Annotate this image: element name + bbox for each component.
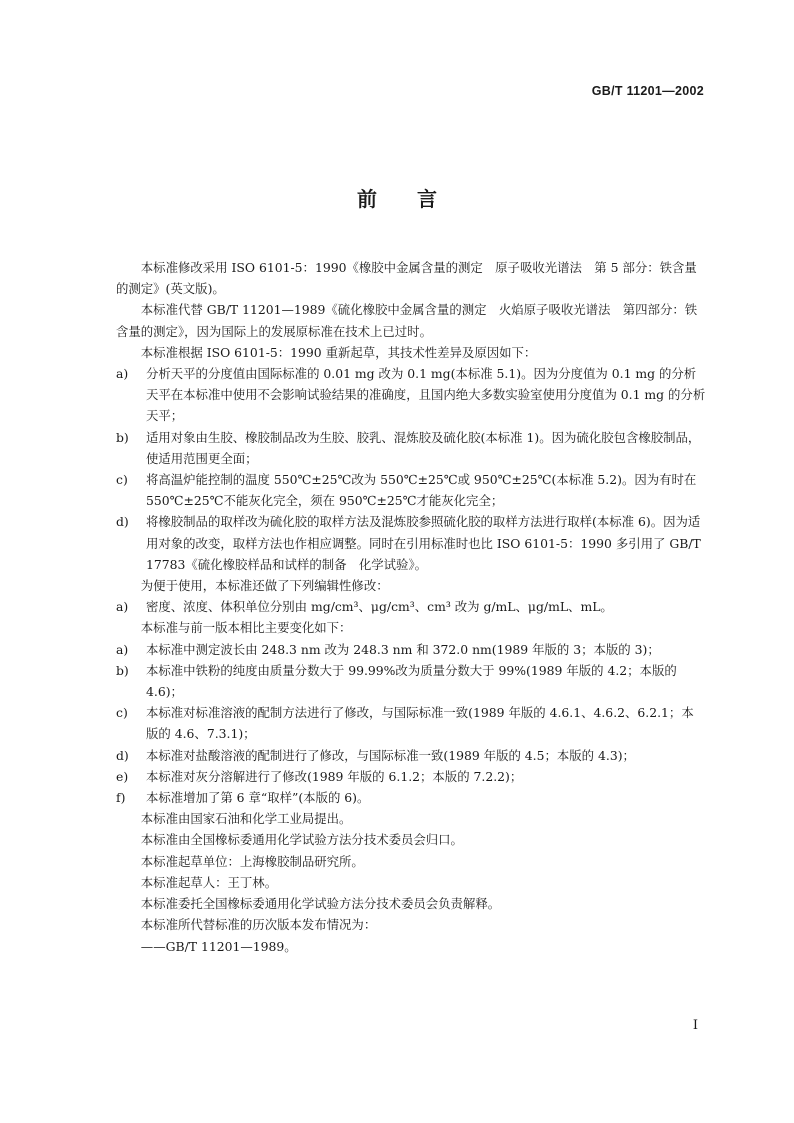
item-text: 本标准增加了第 6 章“取样”(本版的 6)。 <box>146 790 370 806</box>
item-label: c) <box>116 705 128 721</box>
history-line: ——GB/T 11201—1989。 <box>140 938 297 954</box>
item-text: 本标准对标准溶液的配制方法进行了修改，与国际标准一致(1989 年版的 4.6.1、4.6.2、6.2.1；本版的 4.6、7.3.1)； <box>146 705 694 742</box>
item-label: d) <box>116 747 129 763</box>
item-label: a) <box>116 366 129 382</box>
list-item <box>116 766 706 787</box>
item-label: b) <box>116 662 129 678</box>
list-item <box>116 745 706 766</box>
list-item <box>116 787 706 808</box>
item-text: 本标准对灰分溶解进行了修改(1989 年版的 6.1.2；本版的 7.2.2)； <box>146 768 523 784</box>
paragraph-administrator: 本标准由全国橡标委通用化学试验方法分技术委员会归口。 <box>140 832 463 848</box>
list-item <box>116 363 706 427</box>
item-text: 本标准中铁粉的纯度由质量分数大于 99.99%改为质量分数大于 99%(1989 年版的 4.2；本版的 4.6)； <box>146 662 677 700</box>
tech-differences-list <box>116 363 706 575</box>
list-item <box>116 427 706 469</box>
list-item <box>116 702 706 744</box>
paragraph-adoption: 本标准修改采用 ISO 6101-5：1990《橡胶中金属含量的测定 原子吸收光谱法 第 5 部分：铁含量的测定》(英文版)。 <box>116 260 697 297</box>
item-text: 分析天平的分度值由国际标准的 0.01 mg 改为 0.1 mg(本标准 5.1)。因为分度值为 0.1 mg 的分析天平在本标准中使用不会影响试验结果的准确度，且国内绝大多数实验室使用分度值为 0.1 mg 的分析天平； <box>146 366 706 424</box>
paragraph-editorial-intro: 为便于使用，本标准还做了下列编辑性修改： <box>140 578 389 594</box>
list-item <box>116 660 706 702</box>
item-text: 本标准对盐酸溶液的配制进行了修改，与国际标准一致(1989 年版的 4.5；本版的 4.3)； <box>146 747 635 763</box>
item-text: 将橡胶制品的取样改为硫化胶的取样方法及混炼胶参照硫化胶的取样方法进行取样(本标准 6)。因为适用对象的改变，取样方法也作相应调整。同时在引用标准时也比 ISO 6101-5：1990 多引用了 GB/T 17783《硫化橡胶样品和试样的制备 化学试验》。 <box>146 514 701 572</box>
item-label: a) <box>116 599 129 615</box>
item-label: f) <box>116 790 126 806</box>
standard-code: GB/T 11201—2002 <box>591 84 704 98</box>
paragraph-replacement: 本标准代替 GB/T 11201—1989《硫化橡胶中金属含量的测定 火焰原子吸收光谱法 第四部分：铁含量的测定》，因为国际上的发展原标准在技术上已过时。 <box>116 302 698 339</box>
item-text: 将高温炉能控制的温度 550℃±25℃改为 550℃±25℃或 950℃±25℃(本标准 5.2)。因为有时在 550℃±25℃不能灰化完全，须在 950℃±25℃才能灰化完全； <box>146 472 697 509</box>
list-item <box>116 596 706 617</box>
item-label: a) <box>116 641 129 657</box>
editorial-list <box>116 596 706 617</box>
page-number: I <box>692 1018 698 1033</box>
item-text: 密度、浓度、体积单位分别由 mg/cm³、μg/cm³、cm³ 改为 g/mL、μg/mL、mL。 <box>146 599 613 615</box>
document-body <box>116 257 706 957</box>
list-item <box>116 511 706 575</box>
page-title: 前言 <box>357 187 477 211</box>
list-item <box>116 469 706 511</box>
item-label: b) <box>116 429 129 445</box>
item-label: c) <box>116 472 128 488</box>
paragraph-drafter: 本标准起草人：王丁林。 <box>140 874 278 890</box>
item-text: 本标准中测定波长由 248.3 nm 改为 248.3 nm 和 372.0 nm(1989 年版的 3；本版的 3)； <box>146 641 660 657</box>
list-item <box>116 639 706 660</box>
paragraph-history-intro: 本标准所代替标准的历次版本发布情况为： <box>140 917 377 933</box>
item-label: d) <box>116 514 129 530</box>
paragraph-interpretation: 本标准委托全国橡标委通用化学试验方法分技术委员会负责解释。 <box>140 896 501 912</box>
paragraph-tech-intro: 本标准根据 ISO 6101-5：1990 重新起草，其技术性差异及原因如下： <box>140 344 537 360</box>
paragraph-drafting-unit: 本标准起草单位：上海橡胶制品研究所。 <box>140 853 364 869</box>
changes-list <box>116 639 706 809</box>
paragraph-changes-intro: 本标准与前一版本相比主要变化如下： <box>140 620 352 636</box>
item-label: e) <box>116 768 129 784</box>
paragraph-proposer: 本标准由国家石油和化学工业局提出。 <box>140 811 352 827</box>
item-text: 适用对象由生胶、橡胶制品改为生胶、胶乳、混炼胶及硫化胶(本标准 1)。因为硫化胶包含橡胶制品，使适用范围更全面； <box>146 429 701 466</box>
